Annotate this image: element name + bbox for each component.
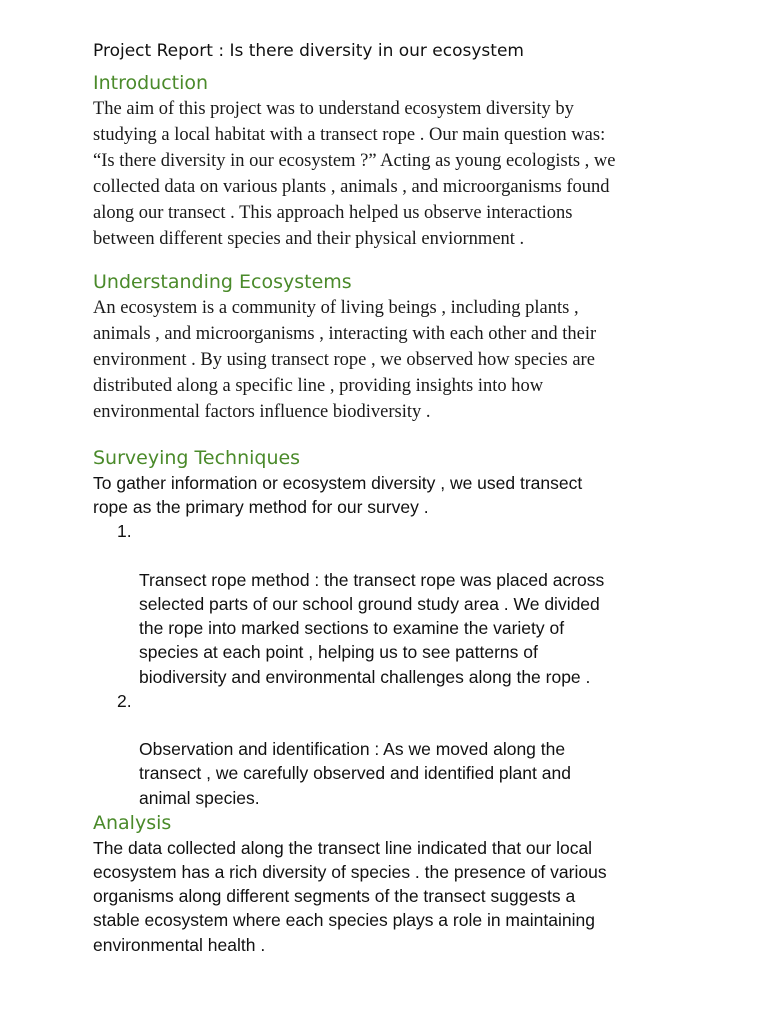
introduction-heading: Introduction xyxy=(93,72,209,94)
list-item-text: Observation and identification : As we moved along the transect , we carefully observed and identified plant and animal species. xyxy=(139,739,571,808)
list-item xyxy=(93,689,693,810)
introduction-body: The aim of this project was to understand ecosystem diversity by studying a local habitat with a transect rope . Our main question was: “Is there diversity in our ecosystem ?” Acting as young ecologists , we collected data on various plants , animals , and microorganisms found along our transect . This approach helped us observe interactions between different species and their physical enviornment . xyxy=(93,99,616,249)
analysis-section xyxy=(93,810,693,957)
analysis-body: The data collected along the transect line indicated that our local ecosystem has a rich diversity of species . the presence of various organisms along different segments of the transect suggests a stable ecosystem where each species plays a role in maintaining environmental health . xyxy=(93,837,607,955)
understanding-section xyxy=(93,269,693,425)
document-title: Project Report : Is there diversity in our ecosystem xyxy=(93,41,524,61)
surveying-heading: Surveying Techniques xyxy=(93,447,301,469)
list-item-number: 1. xyxy=(117,521,132,542)
analysis-heading: Analysis xyxy=(93,811,172,834)
surveying-body: To gather information or ecosystem diversity , we used transect rope as the primary method for our survey . xyxy=(93,473,583,518)
list-item-text: Transect rope method : the transect rope was placed across selected parts of our school ground study area . We divided the rope into marked sections to examine the variety of species at each point , helping us to see patterns of biodiversity and environmental challenges along the rope . xyxy=(139,569,605,687)
understanding-heading: Understanding Ecosystems xyxy=(93,271,352,293)
understanding-body: An ecosystem is a community of living beings , including plants , animals , and microorganisms , interacting with each other and their environment . By using transect rope , we observed how species are distributed along a specific line , providing insights into how environmental factors influence biodiversity . xyxy=(93,298,597,422)
surveying-list xyxy=(93,519,693,809)
list-item xyxy=(93,519,693,688)
document-page xyxy=(93,38,693,957)
list-item-number: 2. xyxy=(117,690,132,711)
surveying-section xyxy=(93,445,693,810)
introduction-section xyxy=(93,70,693,252)
